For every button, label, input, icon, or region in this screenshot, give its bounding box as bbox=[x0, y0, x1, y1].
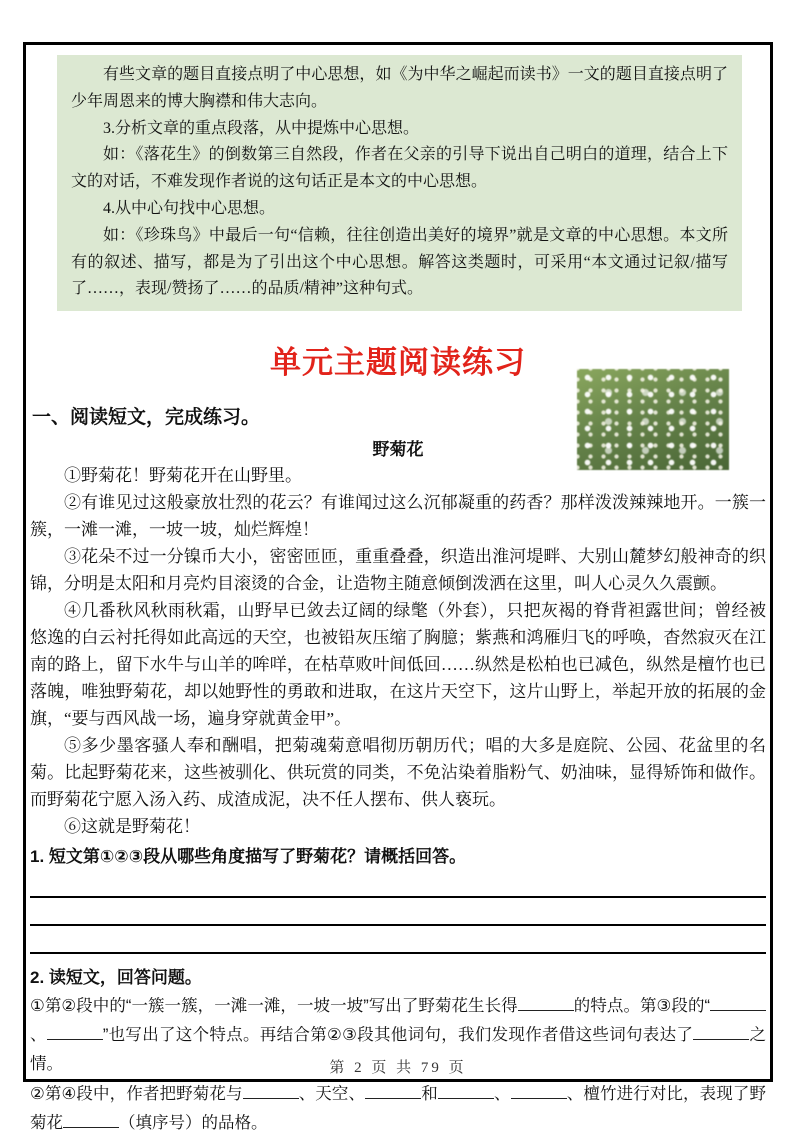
question-1-answer-area bbox=[26, 895, 770, 954]
essay-paragraph-4: ④几番秋风秋雨秋霜，山野早已敛去辽阔的绿氅（外套），只把灰褐的脊背袒露世间；曾经被悠逸的白云衬托得如此高远的天空，也被铅灰压缩了胸臆；紫燕和鸿雁归飞的呼唤，杳然寂灭在江南的路上，留下水牛与山羊的哞咩，在枯草败叶间低回……纵然是松柏也已减色，纵然是檀竹也已落魄，唯独野菊花，却以她野性的勇敢和进取，在这片天空下，这片山野上，举起开放的拓展的金旗，“要与西风战一场，遍身穿就黄金甲”。 bbox=[30, 601, 766, 729]
fill-in-blank bbox=[511, 1085, 567, 1099]
summary-paragraph: 4.从中心句找中心思想。 bbox=[103, 199, 276, 217]
essay-paragraph-6: ⑥这就是野菊花！ bbox=[64, 817, 200, 837]
q2-sub1-text: 、 bbox=[30, 1026, 47, 1045]
answer-line bbox=[30, 951, 766, 954]
essay-paragraph-1: ①野菊花！野菊花开在山野里。 bbox=[64, 466, 302, 486]
summary-paragraph: 如：《珍珠鸟》中最后一句“信赖，往往创造出美好的境界”就是文章的中心思想。本文所有的叙述、描写，都是为了引出这个中心思想。解答这类题时，可采用“本文通过记叙/描写了……，表现/赞扬了……的品质/精神”这种句式。 bbox=[71, 226, 728, 298]
fill-in-blank bbox=[63, 1114, 119, 1128]
page-title: 单元主题阅读练习 bbox=[270, 345, 526, 381]
essay-paragraph-2: ②有谁见过这般豪放壮烈的花云？有谁闻过这么沉郁凝重的药香？那样泼泼辣辣地开。一簇一簇，一滩一滩，一坡一坡，灿烂辉煌！ bbox=[30, 493, 766, 540]
fill-in-blank bbox=[243, 1085, 299, 1099]
summary-paragraph: 有些文章的题目直接点明了中心思想，如《为中华之崛起而读书》一文的题目直接点明了少年周恩来的博大胸襟和伟大志向。 bbox=[71, 66, 728, 110]
q2-sub2-text: ②第④段中，作者把野菊花与 bbox=[30, 1085, 243, 1104]
q2-sub1-text: ①第②段中的“一簇一簇，一滩一滩，一坡一坡”写出了野菊花生长得 bbox=[30, 997, 518, 1016]
question-2-block bbox=[26, 964, 770, 1138]
fill-in-blank bbox=[710, 997, 766, 1011]
question-1-block bbox=[26, 843, 770, 954]
q2-sub2-text: 、天空、 bbox=[298, 1085, 366, 1104]
question-1-text: 1. 短文第①②③段从哪些角度描写了野菊花？请概括回答。 bbox=[30, 847, 467, 867]
wild-chrysanthemum-photo bbox=[577, 369, 729, 470]
worksheet-page bbox=[23, 42, 773, 1133]
fill-in-blank bbox=[47, 1026, 103, 1040]
q2-sub1-text: ”也写出了这个特点。再结合第②③段其他词句，我们发现作者借这些词句表达了 bbox=[102, 1026, 694, 1045]
q2-sub2-text: 和 bbox=[421, 1085, 438, 1104]
q2-sub1-text: 的特点。第③段的“ bbox=[573, 997, 710, 1016]
question-2-text: 2. 读短文，回答问题。 bbox=[30, 968, 202, 988]
answer-line bbox=[30, 923, 766, 926]
fill-in-blank bbox=[365, 1085, 421, 1099]
q2-sub1-text: 之情。 bbox=[30, 1026, 767, 1074]
fill-in-blank bbox=[518, 997, 574, 1011]
reading-passage bbox=[26, 435, 770, 840]
summary-paragraph: 3.分析文章的重点段落，从中提炼中心思想。 bbox=[103, 119, 420, 137]
q2-sub2-text: 、 bbox=[493, 1085, 511, 1104]
question-2-sub-2 bbox=[30, 1080, 766, 1138]
essay-paragraph-3: ③花朵不过一分镍币大小，密密匝匝，重重叠叠，织造出淮河堤畔、大别山麓梦幻般神奇的织锦，分明是太阳和月亮灼目滚烫的合金，让造物主随意倾倒泼洒在这里，叫人心灵久久震颤。 bbox=[30, 547, 766, 594]
fill-in-blank bbox=[693, 1026, 749, 1040]
q2-sub2-text: 、檀竹进行对比，表现了野菊花 bbox=[30, 1085, 767, 1133]
summary-paragraph: 如：《落花生》的倒数第三自然段，作者在父亲的引导下说出自己明白的道理，结合上下文的对话，不难发现作者说的这句话正是本文的中心思想。 bbox=[71, 146, 728, 191]
fill-in-blank bbox=[438, 1085, 494, 1099]
method-summary-box bbox=[57, 55, 742, 311]
essay-paragraph-5: ⑤多少墨客骚人奉和酬唱，把菊魂菊意唱彻历朝历代；唱的大多是庭院、公园、花盆里的名菊。比起野菊花来，这些被驯化、供玩赏的同类，不免沾染着脂粉气、奶油味，显得矫饰和做作。而野菊花宁愿入汤入药、成渣成泥，决不任人摆布、供人亵玩。 bbox=[30, 736, 766, 810]
page-number: 第 2 页 共 79 页 bbox=[329, 1060, 467, 1076]
section-one-heading: 一、阅读短文，完成练习。 bbox=[32, 407, 261, 429]
answer-line bbox=[30, 895, 766, 898]
essay-title: 野菊花 bbox=[372, 440, 424, 460]
q2-sub2-text: （填序号）的品格。 bbox=[119, 1114, 268, 1133]
